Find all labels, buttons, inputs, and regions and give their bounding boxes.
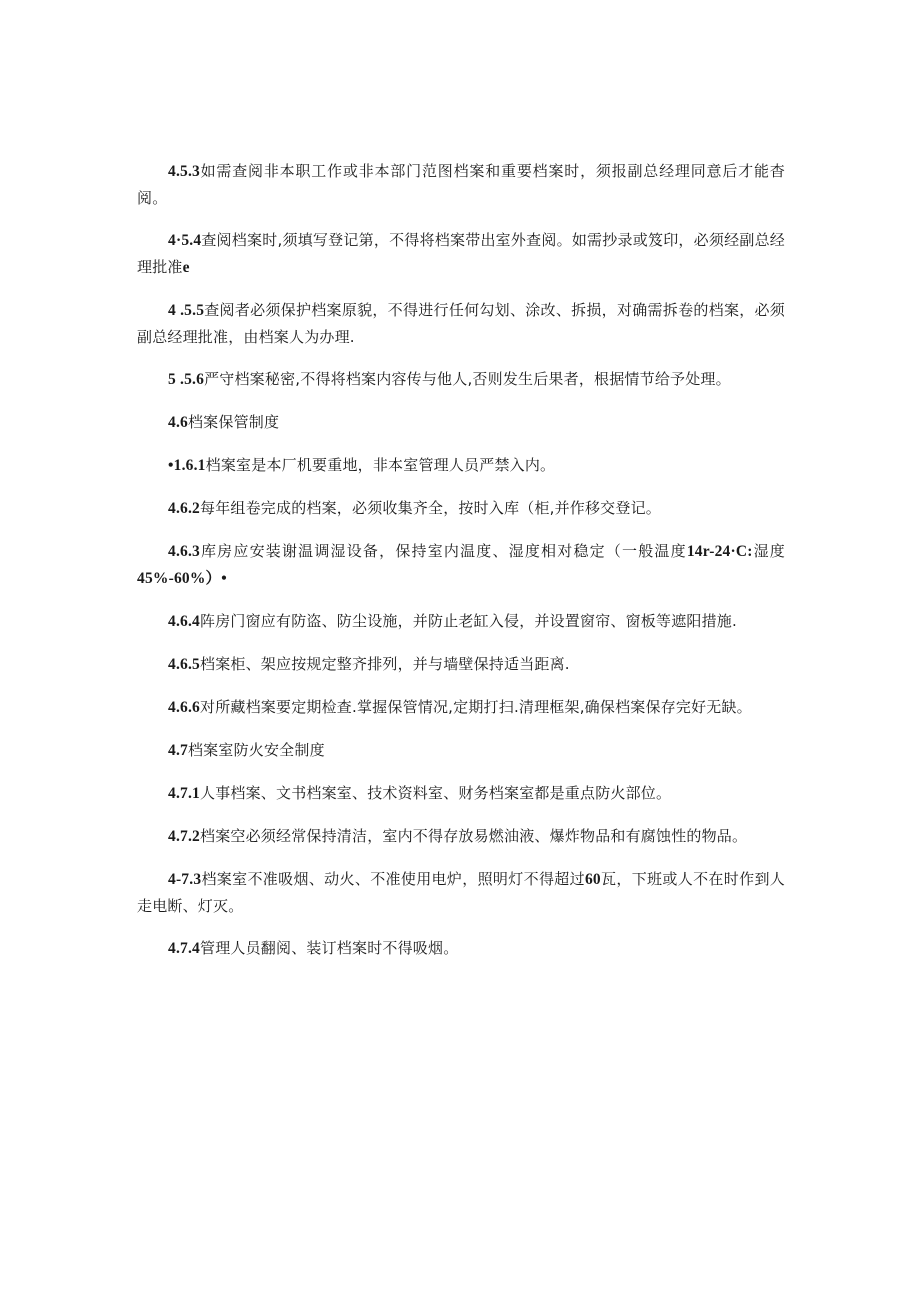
clause-number: 4.6.5 [168, 656, 200, 673]
clause-text: 每年组卷完成的档案，必须收集齐全，按时入库（柜,并作移交登记。 [200, 499, 661, 517]
clause-4-6-2 [137, 495, 785, 522]
section-title: 档案保管制度 [187, 413, 280, 431]
clause-number: 4.6.6 [168, 699, 200, 716]
section-4-7-heading [137, 737, 785, 764]
clause-4-7-4 [137, 935, 785, 962]
temperature-range: 14r-24·C: [686, 543, 753, 560]
clause-text: 档案空必须经常保持清洁，室内不得存放易燃油液、爆炸物品和有腐蚀性的物品。 [200, 827, 748, 845]
section-number: 4.7 [168, 742, 188, 759]
clause-tail: e [182, 259, 190, 276]
clause-text: 档案柜、架应按规定整齐排列，并与墙壁保持适当距离. [200, 655, 570, 673]
clause-text-end: 瓦，下班或人不在时作到人走电断、灯灭。 [137, 870, 785, 915]
clause-number: 4.6.4 [168, 613, 200, 630]
document-body [137, 158, 785, 978]
clause-text: 档案室是本厂机要重地，非本室管理人员严禁入内。 [205, 456, 556, 474]
clause-4-5-4 [137, 227, 785, 281]
clause-4-5-3 [137, 158, 785, 211]
clause-number: 4 .5.5 [168, 302, 205, 319]
clause-text-middle: 湿度 [752, 542, 785, 560]
clause-4-6-1 [137, 452, 785, 479]
clause-text: 严守档案秘密,不得将档案内容传与他人,否则发生后果者，根据情节给予处理。 [204, 370, 731, 388]
section-number: 4.6 [168, 414, 188, 431]
clause-4-6-4 [137, 608, 785, 635]
wattage-limit: 60 [584, 871, 601, 888]
clause-text: 如需查阅非本职工作或非本部门范图档案和重要档案时，须报副总经理同意后才能杳阅。 [137, 162, 785, 207]
section-title: 档案室防火安全制度 [187, 741, 325, 759]
clause-number: 5 .5.6 [168, 371, 205, 388]
clause-number: 4.7.2 [168, 828, 200, 845]
clause-text: 人事档案、文书档案室、技术资料室、财务档案室都是重点防火部位。 [200, 784, 672, 802]
clause-number: 4-7.3 [168, 871, 202, 888]
clause-text: 档案室不准吸烟、动火、不准使用电炉，照明灯不得超过 [201, 870, 585, 888]
clause-number: 4.7.1 [168, 785, 200, 802]
clause-4-7-2 [137, 823, 785, 850]
clause-number: 4.5.3 [168, 163, 200, 180]
clause-4-7-1 [137, 780, 785, 807]
clause-4-6-3 [137, 538, 785, 592]
clause-4-6-6 [137, 694, 785, 721]
clause-number: •1.6.1 [168, 457, 206, 474]
clause-5-5-6 [137, 366, 785, 393]
humidity-range: 45%-60%）• [137, 570, 227, 587]
clause-number: 4·5.4 [168, 232, 202, 249]
clause-4-6-5 [137, 651, 785, 678]
clause-number: 4.6.2 [168, 500, 200, 517]
clause-4-7-3 [137, 866, 785, 919]
clause-text: 查阅档案时,须填写登记第，不得将档案带出室外查阅。如需抄录或笈印，必须经副总经理批准 [137, 231, 785, 276]
clause-text: 库房应安装谢温调湿设备，保持室内温度、湿度相对稳定（一般温度 [200, 542, 687, 560]
section-4-6-heading [137, 409, 785, 436]
clause-number: 4.6.3 [168, 543, 200, 560]
clause-number: 4.7.4 [168, 940, 200, 957]
clause-text: 管理人员翻阅、装订档案时不得吸烟。 [200, 939, 459, 957]
clause-4-5-5 [137, 297, 785, 350]
clause-text: 对所藏档案要定期检查.掌握保管情况,定期打扫.清理框架,确保档案保存完好无缺。 [200, 698, 752, 716]
clause-text: 查阅者必须保护档案原貌，不得进行任何勾划、涂改、拆损，对确需拆卷的档案，必须副总经理批准，由档案人为办理. [137, 301, 786, 346]
clause-text: 阵房门窗应有防盗、防尘设施，并防止老缸入侵，并设置窗帘、窗板等遮阳措施. [200, 612, 737, 630]
